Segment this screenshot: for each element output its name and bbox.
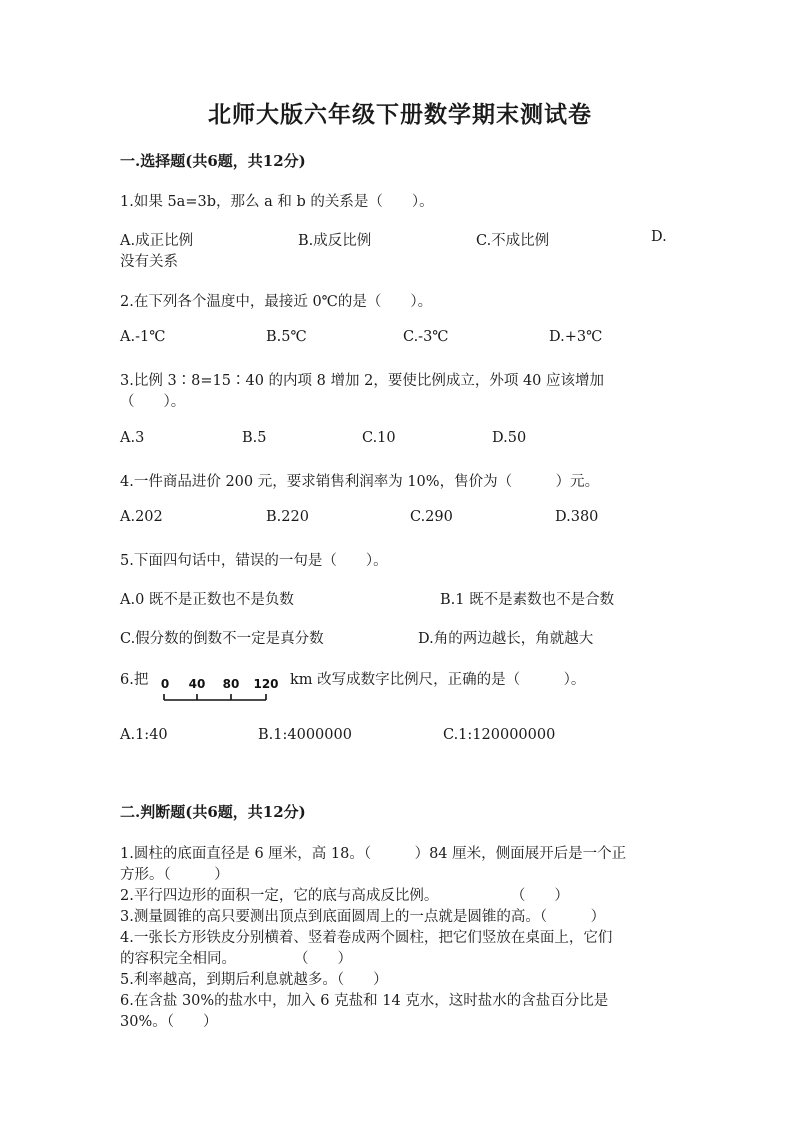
judge-line: 30%。（ ） xyxy=(120,1014,218,1030)
judge-line: 6.在含盐 30%的盐水中，加入 6 克盐和 14 克水，这时盐水的含盐百分比是 xyxy=(120,993,609,1009)
scale-label-120: 120 xyxy=(253,677,279,691)
page-title: 北师大版六年级下册数学期末测试卷 xyxy=(208,101,592,128)
q3-option-d: D.50 xyxy=(492,430,527,446)
judge-line: 3.测量圆锥的高只要测出顶点到底面圆周上的一点就是圆锥的高。（ ） xyxy=(120,909,606,925)
q3-option-c: C.10 xyxy=(362,430,396,446)
q6-option-a: A.1:40 xyxy=(120,727,168,743)
q5-option-a: A.0 既不是正数也不是负数 xyxy=(120,592,294,608)
q1-option-d: D. xyxy=(651,229,667,245)
q6-stem-post: km 改写成数字比例尺，正确的是（ ）。 xyxy=(290,672,586,688)
q3-option-a: A.3 xyxy=(120,430,145,446)
scale-label-0: 0 xyxy=(160,677,170,691)
q1-option-d-text: 没有关系 xyxy=(120,254,178,270)
judge-line: 的容积完全相同。 （ ） xyxy=(120,951,352,967)
section-judge-title: 二.判断题(共6题，共12分) xyxy=(120,803,306,821)
section-choice-title: 一.选择题(共6题，共12分) xyxy=(120,152,306,170)
judge-line: 4.一张长方形铁皮分别横着、竖着卷成两个圆柱，把它们竖放在桌面上，它们 xyxy=(120,930,613,946)
q2-stem: 2.在下列各个温度中，最接近 0℃的是（ ）。 xyxy=(120,294,433,310)
q6-stem-pre: 6.把 xyxy=(120,672,149,688)
q2-option-a: A.-1℃ xyxy=(120,329,166,345)
q1-stem: 1.如果 5a=3b，那么 a 和 b 的关系是（ ）。 xyxy=(120,194,434,210)
scale-bar-figure xyxy=(160,673,290,705)
q2-option-b: B.5℃ xyxy=(266,329,307,345)
q3-option-b: B.5 xyxy=(242,430,267,446)
scale-label-40: 40 xyxy=(188,677,206,691)
judge-line: 方形。（ ） xyxy=(120,867,229,883)
q6-option-c: C.1:120000000 xyxy=(443,727,556,743)
q5-option-b: B.1 既不是素数也不是合数 xyxy=(440,592,615,608)
judge-line: 1.圆柱的底面直径是 6 厘米，高 18。（ ）84 厘米，侧面展开后是一个正 xyxy=(120,846,627,862)
q3-stem: 3.比例 3∶8=15∶40 的内项 8 增加 2，要使比例成立，外项 40 应该增加 xyxy=(120,373,604,389)
q6-option-b: B.1:4000000 xyxy=(258,727,352,743)
q4-option-c: C.290 xyxy=(410,509,453,525)
scale-label-80: 80 xyxy=(222,677,240,691)
q4-option-b: B.220 xyxy=(266,509,309,525)
q1-option-a: A.成正比例 xyxy=(120,233,194,249)
q1-option-c: C.不成比例 xyxy=(476,233,550,249)
q1-option-b: B.成反比例 xyxy=(298,233,372,249)
judge-line: 5.利率越高，到期后利息就越多。（ ） xyxy=(120,972,388,988)
q4-option-a: A.202 xyxy=(120,509,163,525)
q4-stem: 4.一件商品进价 200 元，要求销售利润率为 10%，售价为（ ）元。 xyxy=(120,474,600,490)
q5-option-d: D.角的两边越长，角就越大 xyxy=(418,631,594,647)
q2-option-c: C.-3℃ xyxy=(403,329,449,345)
q3-stem-cont: （ ）。 xyxy=(120,394,186,410)
q5-option-c: C.假分数的倒数不一定是真分数 xyxy=(120,631,324,647)
judge-line: 2.平行四边形的面积一定，它的底与高成反比例。 （ ） xyxy=(120,888,569,904)
q4-option-d: D.380 xyxy=(555,509,599,525)
q2-option-d: D.+3℃ xyxy=(549,329,603,345)
q5-stem: 5.下面四句话中，错误的一句是（ ）。 xyxy=(120,553,388,569)
